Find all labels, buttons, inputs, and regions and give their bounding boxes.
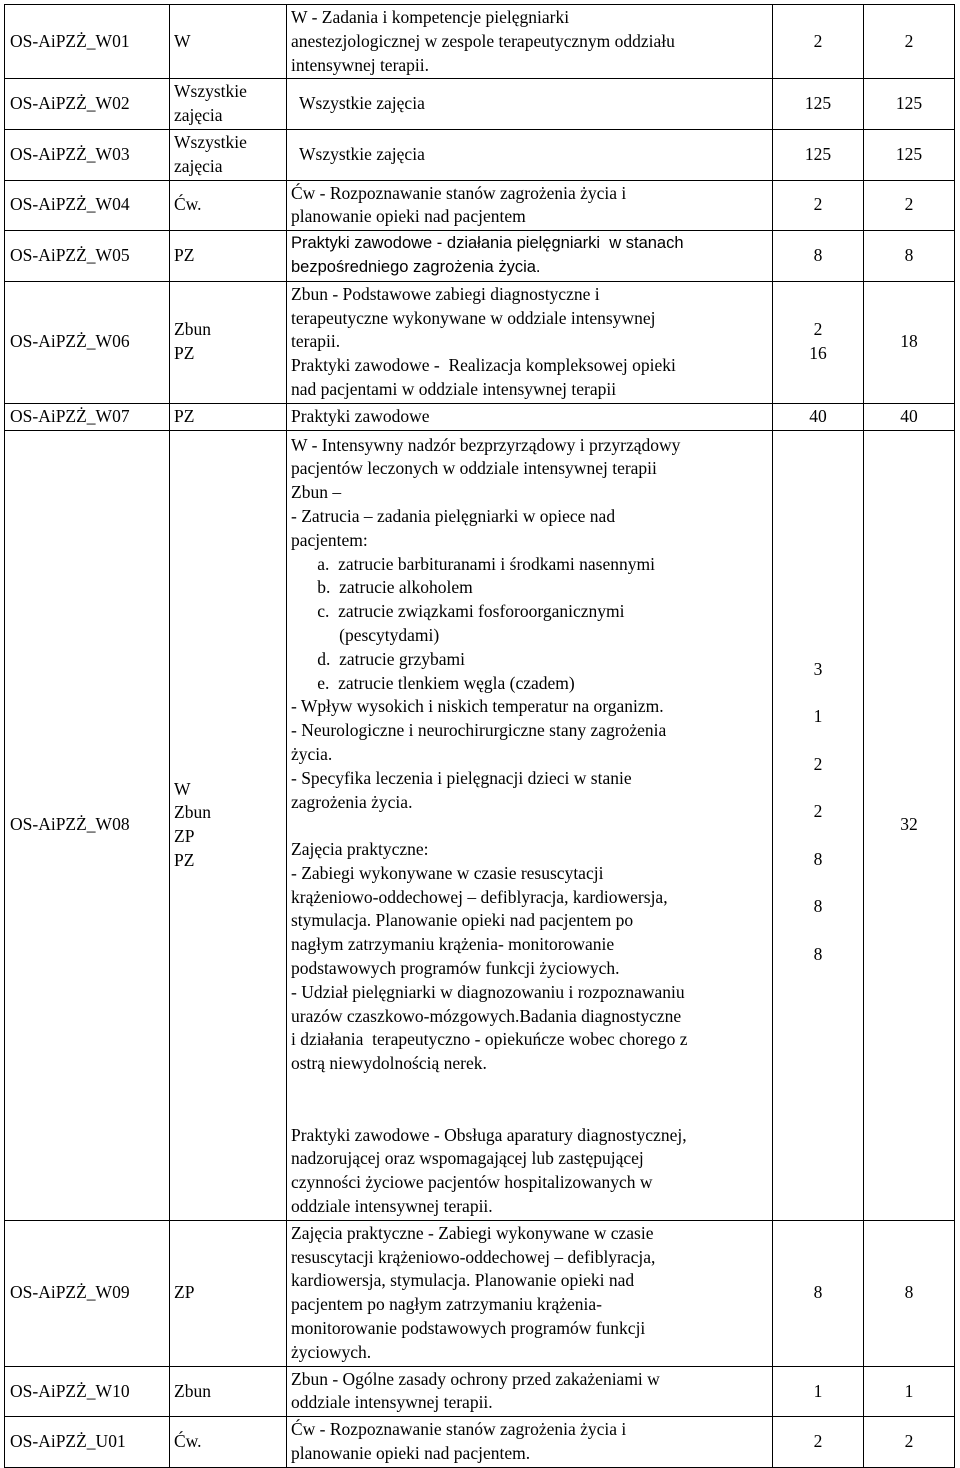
text-line: PZ [174, 245, 195, 266]
text-line: Wszystkie zajęcia [299, 143, 425, 164]
outcome-code: OS-AiPZŻ_W10 [5, 1366, 170, 1417]
text-line: terapeutyczne wykonywane w oddziale intensywnej [291, 307, 656, 328]
text-line: c. zatrucie związkami fosforoorganicznymi [291, 601, 625, 622]
text-line: - Wpływ wysokich i niskich temperatur na organizm. [291, 696, 664, 717]
text-line: czynności życiowe pacjentów hospitalizowanych w [291, 1172, 653, 1193]
text-line: pacjentów leczonych w oddziale intensywnej terapii [291, 458, 657, 479]
total-hours: 32 [864, 430, 955, 1220]
topic-description [287, 180, 773, 231]
text-line: kardiowersja, stymulacja. Planowanie opieki nad [291, 1270, 635, 1291]
class-form [170, 403, 287, 430]
text-line: 40 [809, 405, 827, 426]
text-line: 3 [813, 658, 823, 679]
class-form [170, 129, 287, 180]
text-line: resuscytacji krążeniowo-oddechowej – defiblyracja, [291, 1246, 656, 1267]
text-line: 2 [813, 30, 823, 51]
text-line: 16 [809, 343, 827, 364]
text-line: 125 [804, 143, 832, 164]
text-line: 1 [813, 1380, 823, 1401]
text-line: planowanie opieki nad pacjentem. [291, 1443, 531, 1464]
hours-breakdown [773, 79, 864, 130]
text-line [291, 1076, 768, 1100]
hours-breakdown [773, 281, 864, 403]
text-line: d. zatrucie grzybami [291, 648, 465, 669]
hours-breakdown [773, 180, 864, 231]
table-row [5, 281, 955, 403]
class-form [170, 231, 287, 282]
hours-breakdown [773, 1417, 864, 1468]
total-hours: 125 [864, 129, 955, 180]
text-line [291, 814, 768, 838]
text-line: zajęcia [174, 155, 223, 176]
text-line: 125 [804, 93, 832, 114]
text-line: 2 [813, 1431, 823, 1452]
text-line: intensywnej terapii. [291, 54, 430, 75]
text-line: 8 [813, 245, 823, 266]
text-line: nadzorującej oraz wspomagającej lub zastępującej [291, 1148, 644, 1169]
text-line: Praktyki zawodowe - działania pielęgniarki w stanach [291, 234, 684, 253]
outcome-code: OS-AiPZŻ_U01 [5, 1417, 170, 1468]
learning-outcomes-table [4, 4, 955, 1468]
table-row [5, 129, 955, 180]
text-line: Ćw. [174, 194, 202, 215]
text-line: i działania terapeutyczno - opiekuńcze wobec chorego z [291, 1029, 688, 1050]
text-line: 1 [813, 706, 823, 727]
text-line: Praktyki zawodowe [291, 405, 430, 426]
text-line: Praktyki zawodowe - Obsługa aparatury diagnostycznej, [291, 1124, 687, 1145]
text-line: życia. [291, 743, 333, 764]
outcome-code: OS-AiPZŻ_W01 [5, 5, 170, 79]
text-line: Zbun [174, 1380, 211, 1401]
table-body [5, 5, 955, 1468]
hours-breakdown [773, 430, 864, 1220]
class-form [170, 430, 287, 1220]
total-hours: 8 [864, 1220, 955, 1366]
text-line: życiowych. [291, 1341, 372, 1362]
table-row [5, 1220, 955, 1366]
table-row [5, 1417, 955, 1468]
text-line: a. zatrucie barbituranami i środkami nasennymi [291, 553, 655, 574]
total-hours: 2 [864, 1417, 955, 1468]
text-line: Praktyki zawodowe - Realizacja kompleksowej opieki [291, 355, 676, 376]
text-line: W [174, 778, 191, 799]
text-line: Zbun [174, 802, 211, 823]
text-line: - Neurologiczne i neurochirurgiczne stany zagrożenia [291, 720, 667, 741]
total-hours: 125 [864, 79, 955, 130]
text-line: zajęcia [174, 105, 223, 126]
text-line: terapii. [291, 331, 341, 352]
topic-description [287, 403, 773, 430]
outcome-code: OS-AiPZŻ_W05 [5, 231, 170, 282]
table-row [5, 403, 955, 430]
topic-description [287, 231, 773, 282]
topic-description [287, 129, 773, 180]
outcome-code: OS-AiPZŻ_W03 [5, 129, 170, 180]
outcome-code: OS-AiPZŻ_W04 [5, 180, 170, 231]
text-line: b. zatrucie alkoholem [291, 577, 473, 598]
total-hours: 2 [864, 180, 955, 231]
text-line: Zbun - Ogólne zasady ochrony przed zakażeniami w [291, 1368, 660, 1389]
outcome-code: OS-AiPZŻ_W07 [5, 403, 170, 430]
text-line: podstawowych programów funkcji życiowych. [291, 958, 620, 979]
topic-description [287, 430, 773, 1220]
text-line [291, 1100, 768, 1124]
text-line: Ćw. [174, 1431, 202, 1452]
text-line: ostrą niewydolnością nerek. [291, 1053, 487, 1074]
hours-breakdown [773, 1220, 864, 1366]
hours-breakdown [773, 1366, 864, 1417]
topic-description [287, 1366, 773, 1417]
text-line: 8 [813, 848, 823, 869]
text-line: PZ [174, 343, 195, 364]
text-line: - Udział pielęgniarki w diagnozowaniu i rozpoznawaniu [291, 981, 685, 1002]
topic-description [287, 1220, 773, 1366]
text-line: nagłym zatrzymaniu krążenia- monitorowanie [291, 934, 615, 955]
text-line: e. zatrucie tlenkiem węgla (czadem) [291, 672, 575, 693]
text-line: urazów czaszkowo-mózgowych.Badania diagnostyczne [291, 1005, 682, 1026]
text-line: Zajęcia praktyczne: [291, 839, 429, 860]
total-hours: 2 [864, 5, 955, 79]
text-line: 2 [813, 194, 823, 215]
table-row [5, 1366, 955, 1417]
text-line: (pescytydami) [291, 624, 440, 645]
text-line: W - Zadania i kompetencje pielęgniarki [291, 7, 570, 27]
text-line: Zbun – [291, 482, 342, 503]
hours-breakdown [773, 231, 864, 282]
text-line: W [174, 30, 191, 51]
text-line: oddziale intensywnej terapii. [291, 1392, 493, 1413]
hours-breakdown [773, 129, 864, 180]
text-line: - Zatrucia – zadania pielęgniarki w opiece nad [291, 505, 616, 526]
text-line: Zajęcia praktyczne - Zabiegi wykonywane w czasie [291, 1222, 654, 1243]
text-line: - Specyfika leczenia i pielęgnacji dzieci w stanie [291, 767, 632, 788]
text-line: oddziale intensywnej terapii. [291, 1196, 493, 1217]
hours-breakdown [773, 403, 864, 430]
text-line: krążeniowo-oddechowej – defiblyracja, kardiowersja, [291, 886, 668, 907]
text-line: pacjentem po nagłym zatrzymaniu krążenia- [291, 1294, 602, 1315]
text-line: Zbun - Podstawowe zabiegi diagnostyczne i [291, 283, 600, 304]
class-form [170, 79, 287, 130]
text-line: Wszystkie zajęcia [299, 93, 425, 114]
class-form [170, 180, 287, 231]
total-hours: 1 [864, 1366, 955, 1417]
topic-description [287, 5, 773, 79]
text-line: 2 [813, 801, 823, 822]
table-row [5, 180, 955, 231]
class-form [170, 1417, 287, 1468]
text-line: nad pacjentami w oddziale intensywnej terapii [291, 378, 617, 399]
topic-description [287, 1417, 773, 1468]
outcome-code: OS-AiPZŻ_W09 [5, 1220, 170, 1366]
outcome-code: OS-AiPZŻ_W08 [5, 430, 170, 1220]
topic-description [287, 281, 773, 403]
text-line: bezpośredniego zagrożenia życia. [291, 257, 541, 276]
text-line: 2 [813, 319, 823, 340]
hours-breakdown [773, 5, 864, 79]
total-hours: 18 [864, 281, 955, 403]
text-line: PZ [174, 849, 195, 870]
text-line: monitorowanie podstawowych programów funkcji [291, 1318, 646, 1339]
text-line: 8 [813, 896, 823, 917]
class-form [170, 1366, 287, 1417]
text-line: - Zabiegi wykonywane w czasie resuscytacji [291, 862, 604, 883]
text-line: Wszystkie [174, 131, 247, 152]
text-line: ZP [174, 1282, 195, 1303]
text-line: 8 [813, 1282, 823, 1303]
outcome-code: OS-AiPZŻ_W06 [5, 281, 170, 403]
class-form [170, 281, 287, 403]
text-line: 8 [813, 943, 823, 964]
text-line: planowanie opieki nad pacjentem [291, 206, 526, 227]
text-line: Wszystkie [174, 81, 247, 102]
text-line: Ćw - Rozpoznawanie stanów zagrożenia życia i [291, 1419, 627, 1440]
text-line: Zbun [174, 319, 211, 340]
text-line: stymulacja. Planowanie opieki nad pacjentem po [291, 910, 634, 931]
table-row [5, 430, 955, 1220]
text-line: anestezjologicznej w zespole terapeutycznym oddziału [291, 30, 675, 51]
outcome-code: OS-AiPZŻ_W02 [5, 79, 170, 130]
total-hours: 8 [864, 231, 955, 282]
class-form [170, 5, 287, 79]
text-line: Ćw - Rozpoznawanie stanów zagrożenia życia i [291, 182, 627, 203]
table-row [5, 231, 955, 282]
text-line: W - Intensywny nadzór bezprzyrządowy i przyrządowy [291, 434, 681, 455]
text-line: 2 [813, 753, 823, 774]
table-row [5, 5, 955, 79]
text-line: zagrożenia życia. [291, 791, 413, 812]
table-row [5, 79, 955, 130]
text-line: ZP [174, 826, 195, 847]
topic-description [287, 79, 773, 130]
total-hours: 40 [864, 403, 955, 430]
text-line: PZ [174, 405, 195, 426]
class-form [170, 1220, 287, 1366]
text-line: pacjentem: [291, 529, 368, 550]
